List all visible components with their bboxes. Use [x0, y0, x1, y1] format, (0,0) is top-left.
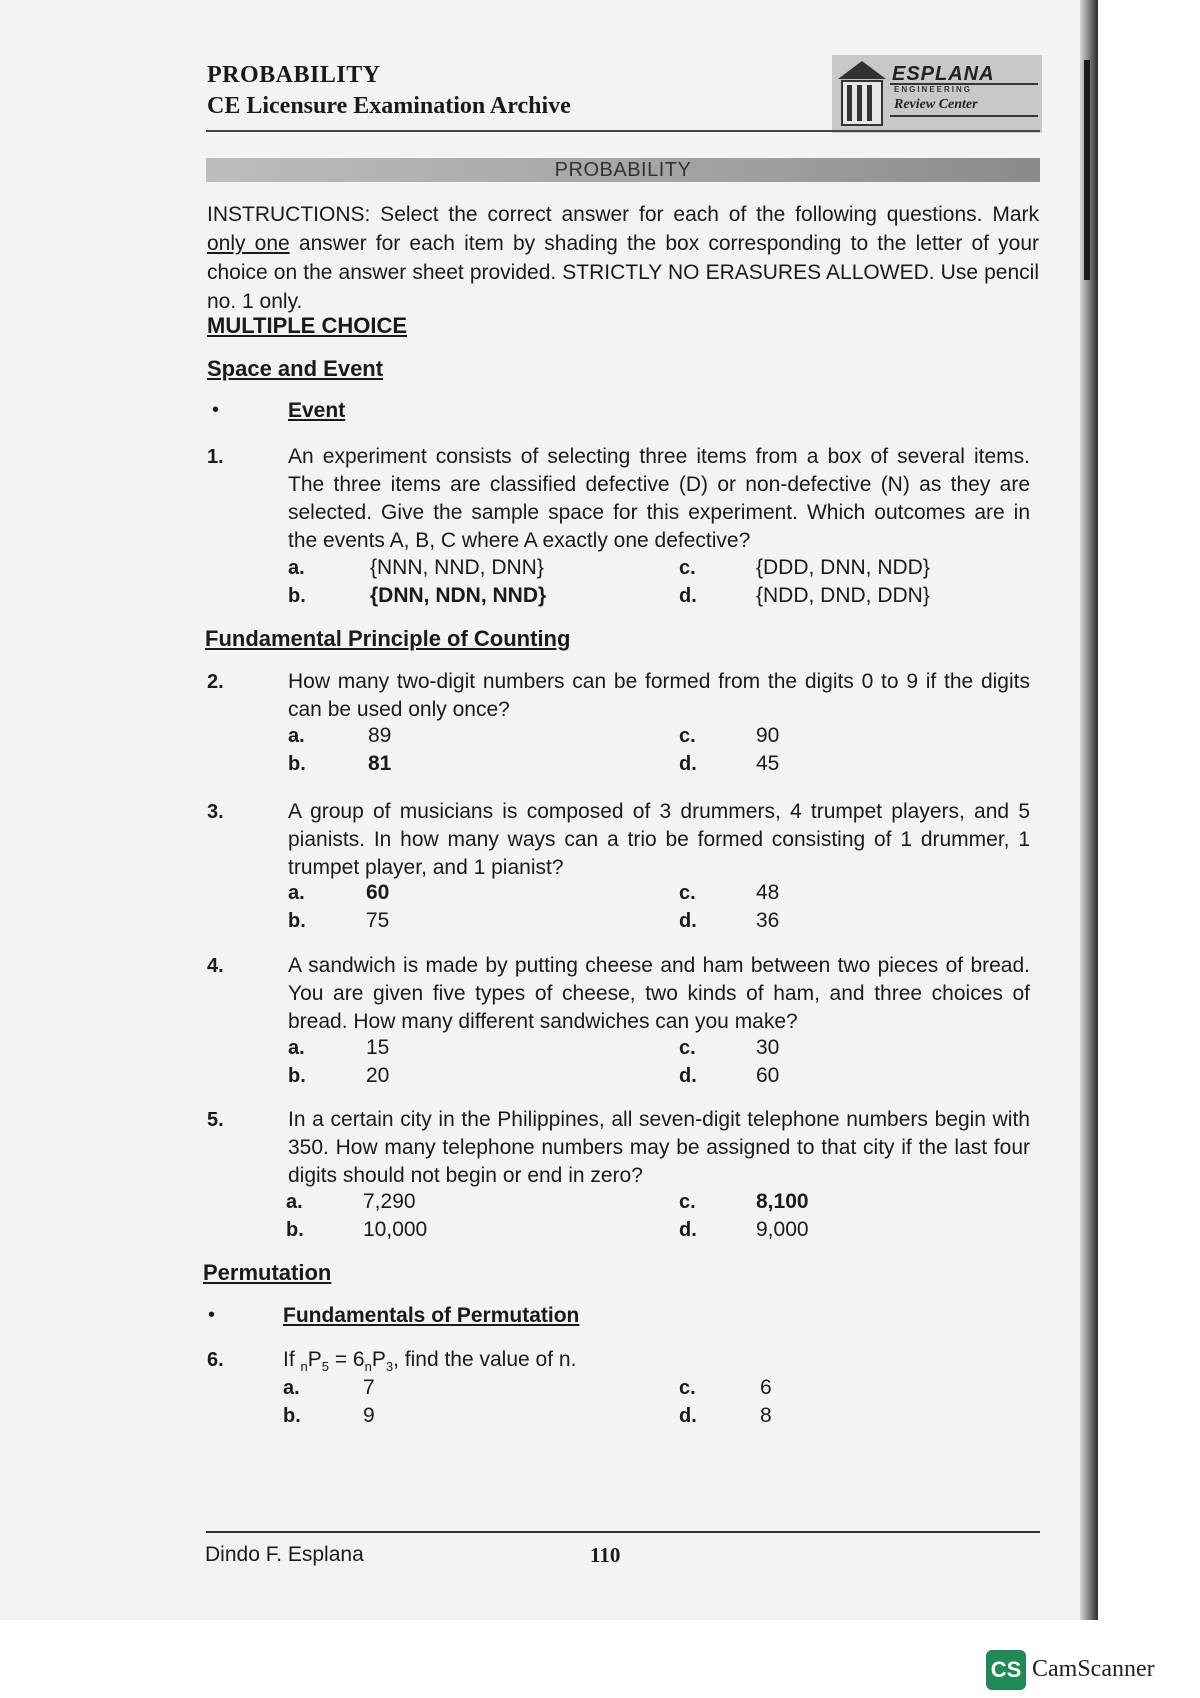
question-text: A group of musicians is composed of 3 drummers, 4 trumpet players, and 5 pianists. In how many ways can a trio be formed consisting of 1 drummer, 1 trumpet player, and 1 pianist? — [288, 800, 1030, 879]
header-subtitle: CE Licensure Examination Archive — [207, 93, 571, 119]
option-value: 60 — [756, 1064, 780, 1087]
header-divider — [206, 130, 1040, 132]
option-value: 10,000 — [363, 1218, 428, 1241]
option-label: a. — [288, 557, 305, 579]
option-value: {NDD, DND, DDN} — [756, 584, 930, 607]
question-text: How many two-digit numbers can be formed from the digits 0 to 9 if the digits can be used only once? — [288, 670, 1030, 721]
option-label: d. — [679, 1219, 697, 1241]
footer-divider — [206, 1531, 1040, 1533]
option-label: b. — [286, 1219, 304, 1241]
camscanner-logo-icon: CS — [986, 1650, 1026, 1690]
question-number: 3. — [207, 801, 224, 823]
banner-title: PROBABILITY — [554, 159, 692, 181]
page-edge-mark — [1084, 60, 1090, 280]
option-value: 7,290 — [363, 1190, 416, 1213]
question-number: 2. — [207, 671, 224, 693]
heading-multiple-choice: MULTIPLE CHOICE — [207, 313, 408, 338]
instructions-text-1: INSTRUCTIONS: Select the correct answer for each of the following questions. Mark — [207, 203, 1039, 226]
option-value: {DNN, NDN, NND} — [370, 584, 547, 607]
question-number: 6. — [207, 1349, 224, 1371]
logo-review-center: Review Center — [894, 97, 978, 112]
option-value: 81 — [368, 752, 392, 775]
option-label: d. — [679, 753, 697, 775]
logo-sub: ENGINEERING — [894, 85, 973, 94]
question-text: If $_nP_5 = 6_nP_3$, find the value of n. — [283, 1348, 577, 1375]
option-value: 45 — [756, 752, 780, 775]
option-label: a. — [286, 1191, 303, 1213]
heading-space-event: Space and Event — [207, 356, 384, 381]
option-value: 36 — [756, 909, 780, 932]
heading-event: Event — [288, 399, 346, 422]
option-value: 7 — [363, 1376, 375, 1399]
heading-fundamentals-permutation: Fundamentals of Permutation — [283, 1304, 580, 1327]
option-value: 8 — [760, 1404, 772, 1427]
instructions-emphasis: only one — [207, 232, 290, 255]
option-label: c. — [679, 882, 696, 904]
option-label: d. — [679, 910, 697, 932]
logo-name: ESPLANA — [892, 63, 995, 85]
option-value: 9 — [363, 1404, 375, 1427]
option-label: c. — [679, 1191, 696, 1213]
option-value: 9,000 — [756, 1218, 809, 1241]
question-text: A sandwich is made by putting cheese and ham between two pieces of bread. You are given five types of cheese, two kinds of ham, and three choices of bread. How many different sandwiches can you make? — [288, 954, 1030, 1033]
option-label: c. — [679, 725, 696, 747]
option-value: 20 — [366, 1064, 390, 1087]
option-value: {DDD, DNN, NDD} — [756, 556, 930, 579]
option-label: c. — [679, 1037, 696, 1059]
option-label: a. — [288, 882, 305, 904]
option-value: 75 — [366, 909, 390, 932]
option-value: 8,100 — [756, 1190, 809, 1213]
instructions-text-2: answer for each item by shading the box corresponding to the letter of your choice on the answer sheet provided. STRICTLY NO ERASURES ALLOWED. Use pencil no. 1 only. — [207, 232, 1040, 313]
question-number: 1. — [207, 446, 224, 468]
page-number: 110 — [590, 1543, 621, 1567]
option-label: b. — [288, 753, 306, 775]
option-label: a. — [288, 1037, 305, 1059]
option-label: d. — [679, 1405, 697, 1427]
option-label: b. — [288, 1065, 306, 1087]
bullet: • — [212, 399, 220, 421]
heading-fundamental-counting: Fundamental Principle of Counting — [205, 626, 571, 651]
option-label: c. — [679, 1377, 696, 1399]
camscanner-watermark: CamScanner — [1032, 1656, 1155, 1682]
option-label: c. — [679, 557, 696, 579]
option-label: d. — [679, 1065, 697, 1087]
option-value: 90 — [756, 724, 780, 747]
option-label: a. — [283, 1377, 300, 1399]
footer-author: Dindo F. Esplana — [205, 1543, 364, 1566]
question-text: In a certain city in the Philippines, all seven-digit telephone numbers begin with 350. How many telephone numbers may be assigned to that city if the last four digits should not begin or end in zero? — [288, 1108, 1030, 1187]
option-value: 89 — [368, 724, 392, 747]
heading-permutation: Permutation — [203, 1260, 332, 1285]
option-value: 6 — [760, 1376, 772, 1399]
option-value: {NNN, NND, DNN} — [370, 556, 544, 579]
option-label: b. — [288, 910, 306, 932]
esplana-logo — [832, 55, 1042, 133]
option-label: b. — [288, 585, 306, 607]
section-banner — [206, 158, 1040, 182]
option-label: b. — [283, 1405, 301, 1427]
instructions — [207, 200, 1039, 316]
option-label: a. — [288, 725, 305, 747]
option-value: 15 — [366, 1036, 390, 1059]
question-text: An experiment consists of selecting three items from a box of several items. The three items are classified defective (D) or non-defective (N) as they are selected. Give the sample space for this experiment. Which outcomes are in the events A, B, C where A exactly one defective? — [288, 445, 1030, 552]
option-value: 48 — [756, 881, 780, 904]
option-value: 60 — [366, 881, 390, 904]
option-label: d. — [679, 585, 697, 607]
option-value: 30 — [756, 1036, 780, 1059]
question-number: 4. — [207, 955, 224, 977]
bullet: • — [208, 1304, 216, 1326]
header-title: PROBABILITY — [207, 62, 381, 88]
question-number: 5. — [207, 1109, 224, 1131]
